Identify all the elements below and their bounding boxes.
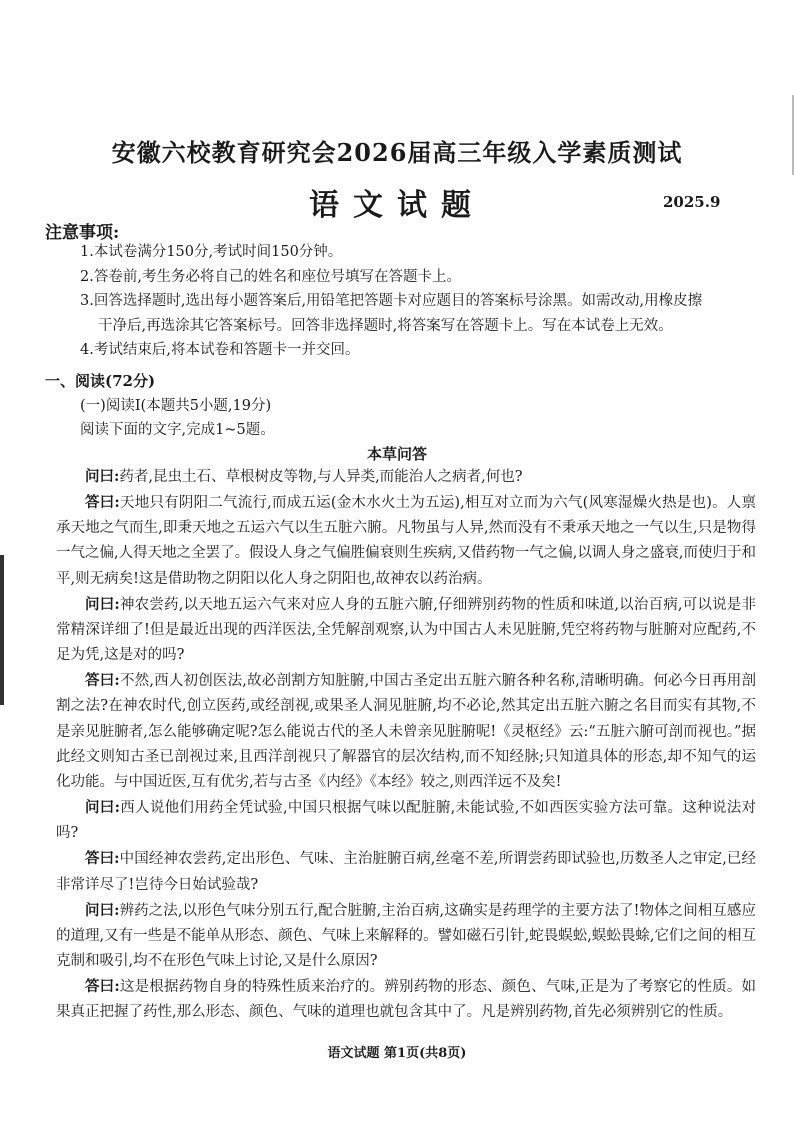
notice-item: 1.本试卷满分150分,考试时间150分钟。 — [80, 244, 343, 260]
subject-title: 语文试题 — [309, 188, 485, 223]
paragraph-text: 神农尝药,以天地五运六气来对应人身的五脏六腑,仔细辨别药物的性质和味道,以治百病,可以说是非常精深详细了!但是最近出现的西洋医法,全凭解剖观察,认为中国古人未见脏腑,凭空将药物与脏腑对应配药,不足为凭,这是对的吗? — [56, 596, 757, 664]
qa-paragraph — [56, 846, 756, 897]
paragraph-text: 不然,西人初创医法,故必剖割方知脏腑,中国古圣定出五脏六腑各种名称,清晰明确。何必今日再用剖割之法?在神农时代,创立医药,或经剖视,或果圣人洞见脏腑,均不必论,然其定出五脏六腑之名目而实有其物,不是亲见脏腑者,怎么能够确定呢?怎么能说古代的圣人未曾亲见脏腑呢!《灵枢经》云:“五脏六腑可剖而视也。”据此经文则知古圣已剖视过来,且西洋剖视只了解器官的层次结构,而不知经脉;只知道具体的形态,却不知气的运化功能。与中国近医,互有优劣,若与古圣《内经》《本经》较之,则西洋远不及矣! — [56, 673, 757, 790]
speaker-label: 答曰: — [85, 672, 120, 690]
speaker-label: 答曰: — [85, 494, 120, 512]
speaker-label: 答曰: — [85, 978, 120, 996]
qa-paragraph — [56, 974, 756, 1025]
article-title: 本草问答 — [366, 445, 427, 463]
speaker-label: 问曰: — [85, 595, 120, 613]
exam-title: 安徽六校教育研究会2026届高三年级入学素质测试 — [111, 138, 683, 167]
speaker-label: 问曰: — [85, 901, 120, 919]
qa-paragraph — [56, 898, 756, 974]
exam-date: 2025.9 — [663, 193, 721, 211]
speaker-label: 问曰: — [85, 468, 120, 485]
article-body — [56, 464, 756, 1025]
speaker-label: 问曰: — [85, 799, 120, 817]
notice-heading: 注意事项: — [45, 223, 120, 243]
reading-instruction: 阅读下面的文字,完成1~5题。 — [80, 422, 275, 438]
paragraph-text: 天地只有阴阳二气流行,而成五运(金木水火土为五运),相互对立而为六气(风寒湿燥火热是也)。人禀承天地之气而生,即秉天地之五运六气以生五脏六腑。凡物虽与人异,然而没有不秉承天地之一气以生,只是物得一气之偏,人得天地之全罢了。假设人身之气偏胜偏衰则生疾病,又借药物一气之偏,以调人身之盛衰,而使归于和平,则无病矣!这是借助物之阴阳以化人身之阴阳也,故神农以药治病。 — [56, 495, 757, 587]
paragraph-text: 药者,昆虫土石、草根树皮等物,与人异类,而能治人之病者,何也? — [119, 469, 523, 485]
binding-edge-mark — [0, 555, 4, 705]
paragraph-text: 这是根据药物自身的特殊性质来治疗的。辨别药物的形态、颜色、气味,正是为了考察它的性质。如果真正把握了药性,那么形态、颜色、气味的道理也就包含其中了。凡是辨别药物,首先必须辨别它的性质。 — [56, 979, 756, 1021]
subsection-heading: (一)阅读Ⅰ(本题共5小题,19分) — [80, 398, 272, 414]
section-heading: 一、阅读(72分) — [45, 372, 156, 390]
qa-paragraph — [56, 668, 756, 795]
page-footer: 语文试题 第1页(共8页) — [327, 1046, 467, 1061]
paragraph-text: 辨药之法,以形色气味分别五行,配合脏腑,主治百病,这确实是药理学的主要方法了!物体之间相互感应的道理,又有一些是不能单从形态、颜色、气味上来解释的。譬如磁石引针,蛇畏蜈蚣,蜈蚣畏蜍,它们之间的相互克制和吸引,均不在形色气味上讨论,又是什么原因? — [56, 902, 756, 969]
qa-paragraph — [56, 490, 756, 592]
notice-item-continuation: 干净后,再选涂其它答案标号。回答非选择题时,将答案写在答题卡上。写在本试卷上无效。 — [98, 317, 673, 334]
notice-item: 2.答卷前,考生务必将自己的姓名和座位号填写在答题卡上。 — [80, 268, 461, 285]
paragraph-text: 中国经神农尝药,定出形色、气味、主治脏腑百病,丝毫不差,所谓尝药即试验也,历数圣人之审定,已经非常详尽了!岂待今日始试验哉? — [56, 851, 756, 893]
notice-list — [80, 240, 760, 363]
notice-item: 3.回答选择题时,选出每小题答案后,用铅笔把答题卡对应题目的答案标号涂黑。如需改动,用橡皮擦 — [80, 293, 703, 309]
qa-paragraph — [56, 795, 756, 846]
paragraph-text: 西人说他们用药全凭试验,中国只根据气味以配脏腑,未能试验,不如西医实验方法可靠。这种说法对吗? — [56, 800, 757, 842]
qa-paragraph — [56, 592, 756, 668]
qa-paragraph — [56, 464, 756, 490]
notice-item: 4.考试结束后,将本试卷和答题卡一并交回。 — [80, 342, 360, 358]
speaker-label: 答曰: — [85, 850, 120, 868]
